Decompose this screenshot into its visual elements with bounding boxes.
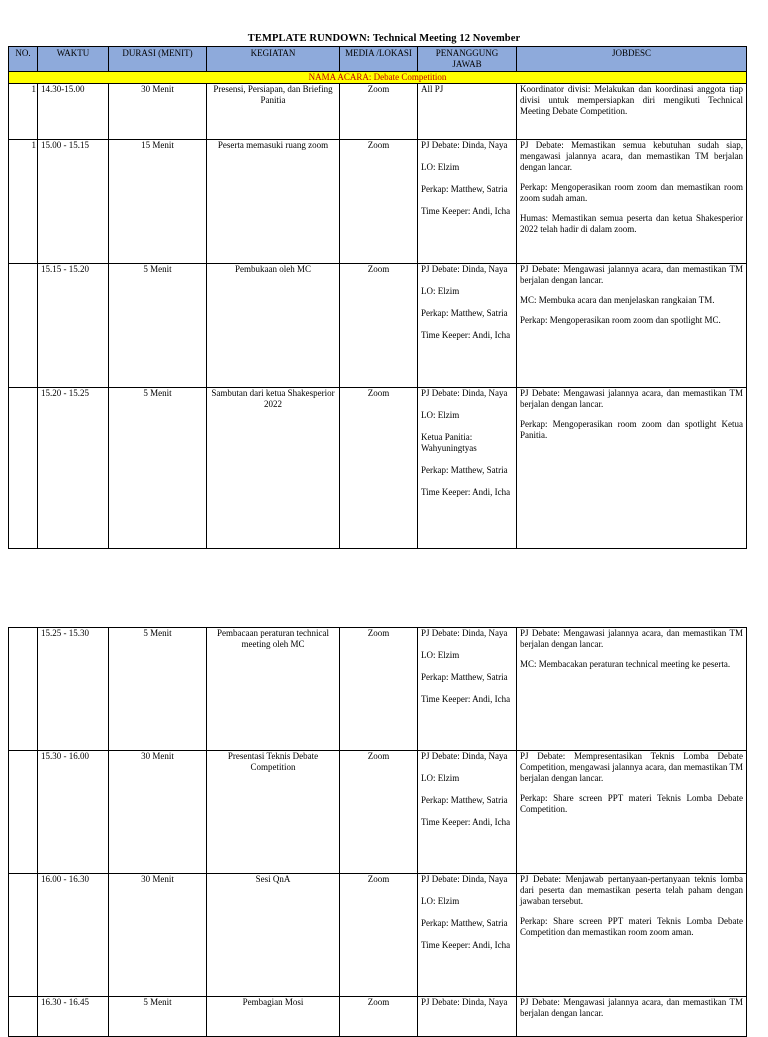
jobdesc-entry: Humas: Memastikan semua peserta dan ketua Shakesperior 2022 telah hadir di dalam zoom. xyxy=(520,213,743,234)
jobdesc-entry: PJ Debate: Mempresentasikan Teknis Lomba Debate Competition, mengawasi jalannya acara, dan memastikan TM berjalan dengan lancar. xyxy=(520,751,743,783)
pj-entry: LO: Elzim xyxy=(421,773,460,783)
cell-kegiatan: Pembukaan oleh MC xyxy=(207,264,340,388)
cell-no xyxy=(9,628,38,751)
jobdesc-entry: PJ Debate: Mengawasi jalannya acara, dan memastikan TM berjalan dengan lancar. xyxy=(520,388,743,409)
cell-jobdesc xyxy=(517,84,747,140)
jobdesc-entry: Perkap: Mengoperasikan room zoom dan memastikan room zoom sudah aman. xyxy=(520,182,743,203)
cell-kegiatan: Peserta memasuki ruang zoom xyxy=(207,140,340,264)
cell-durasi: 30 Menit xyxy=(109,751,207,874)
cell-waktu: 16.00 - 16.30 xyxy=(38,874,109,997)
pj-entry: Perkap: Matthew, Satria xyxy=(421,308,508,318)
cell-penanggung-jawab xyxy=(418,388,517,549)
rundown-table xyxy=(8,46,747,549)
pj-entry: LO: Elzim xyxy=(421,650,460,660)
cell-no xyxy=(9,751,38,874)
cell-penanggung-jawab xyxy=(418,751,517,874)
pj-entry: Perkap: Matthew, Satria xyxy=(421,918,508,928)
cell-no: 1 xyxy=(9,140,38,264)
pj-entry: PJ Debate: Dinda, Naya xyxy=(421,751,508,761)
pj-entry: Time Keeper: Andi, Icha xyxy=(421,487,511,497)
table-row xyxy=(9,997,747,1037)
cell-media: Zoom xyxy=(340,264,418,388)
table-row xyxy=(9,388,747,549)
cell-jobdesc xyxy=(517,140,747,264)
cell-durasi: 15 Menit xyxy=(109,140,207,264)
pj-entry: PJ Debate: Dinda, Naya xyxy=(421,997,508,1007)
pj-entry: Time Keeper: Andi, Icha xyxy=(421,940,511,950)
table-row xyxy=(9,751,747,874)
jobdesc-entry: PJ Debate: Menjawab pertanyaan-pertanyaan teknis lomba dari peserta dan memastikan peserta telah paham dengan jawaban tersebut. xyxy=(520,874,743,906)
cell-penanggung-jawab xyxy=(418,874,517,997)
cell-no xyxy=(9,997,38,1037)
jobdesc-entry: Perkap: Share screen PPT materi Teknis Lomba Debate Competition. xyxy=(520,793,743,814)
cell-waktu: 15.15 - 15.20 xyxy=(38,264,109,388)
cell-jobdesc xyxy=(517,997,747,1037)
cell-durasi: 5 Menit xyxy=(109,628,207,751)
cell-penanggung-jawab xyxy=(418,997,517,1037)
event-name: NAMA ACARA: Debate Competition xyxy=(9,72,747,84)
jobdesc-entry: PJ Debate: Memastikan semua kebutuhan sudah siap, mengawasi jalannya acara, dan memastikan TM berjalan dengan lancar. xyxy=(520,140,743,172)
jobdesc-entry: Perkap: Share screen PPT materi Teknis Lomba Debate Competition dan memastikan room zoom aman. xyxy=(520,916,743,937)
cell-penanggung-jawab xyxy=(418,84,517,140)
pj-entry: Time Keeper: Andi, Icha xyxy=(421,206,511,216)
pj-entry: Time Keeper: Andi, Icha xyxy=(421,817,511,827)
pj-entry: Time Keeper: Andi, Icha xyxy=(421,330,511,340)
jobdesc-entry: MC: Membacakan peraturan technical meeting ke peserta. xyxy=(520,659,731,669)
pj-entry: Time Keeper: Andi, Icha xyxy=(421,694,511,704)
cell-penanggung-jawab xyxy=(418,264,517,388)
pj-entry: PJ Debate: Dinda, Naya xyxy=(421,874,508,884)
pj-entry: Perkap: Matthew, Satria xyxy=(421,795,508,805)
cell-waktu: 15.30 - 16.00 xyxy=(38,751,109,874)
cell-penanggung-jawab xyxy=(418,140,517,264)
pj-entry: Perkap: Matthew, Satria xyxy=(421,672,508,682)
cell-waktu: 15.20 - 15.25 xyxy=(38,388,109,549)
table-row xyxy=(9,140,747,264)
jobdesc-entry: PJ Debate: Mengawasi jalannya acara, dan memastikan TM berjalan dengan lancar. xyxy=(520,264,743,285)
cell-kegiatan: Presensi, Persiapan, dan Briefing Panitia xyxy=(207,84,340,140)
jobdesc-entry: Perkap: Mengoperasikan room zoom dan spotlight MC. xyxy=(520,315,721,325)
cell-media: Zoom xyxy=(340,84,418,140)
cell-no xyxy=(9,264,38,388)
cell-durasi: 30 Menit xyxy=(109,874,207,997)
pj-entry: PJ Debate: Dinda, Naya xyxy=(421,140,508,150)
header-pj: PENANGGUNG JAWAB xyxy=(418,47,517,72)
cell-media: Zoom xyxy=(340,140,418,264)
pj-entry: Perkap: Matthew, Satria xyxy=(421,184,508,194)
cell-penanggung-jawab xyxy=(418,628,517,751)
header-no: NO. xyxy=(9,47,38,72)
cell-kegiatan: Pembacaan peraturan technical meeting oleh MC xyxy=(207,628,340,751)
cell-jobdesc xyxy=(517,264,747,388)
cell-durasi: 5 Menit xyxy=(109,997,207,1037)
pj-entry: All PJ xyxy=(421,84,444,94)
document-title: TEMPLATE RUNDOWN: Technical Meeting 12 November xyxy=(247,33,521,44)
cell-waktu: 15.00 - 15.15 xyxy=(38,140,109,264)
table-row xyxy=(9,264,747,388)
rundown-table-continued xyxy=(8,627,747,1037)
jobdesc-entry: Perkap: Mengoperasikan room zoom dan spotlight Ketua Panitia. xyxy=(520,419,743,440)
cell-durasi: 5 Menit xyxy=(109,388,207,549)
pj-entry: Ketua Panitia: Wahyuningtyas xyxy=(421,432,477,453)
event-name-row xyxy=(9,72,747,84)
cell-kegiatan: Pembagian Mosi xyxy=(207,997,340,1037)
cell-waktu: 14.30-15.00 xyxy=(38,84,109,140)
header-waktu: WAKTU xyxy=(38,47,109,72)
pj-entry: LO: Elzim xyxy=(421,896,460,906)
pj-entry: PJ Debate: Dinda, Naya xyxy=(421,628,508,638)
jobdesc-entry: PJ Debate: Mengawasi jalannya acara, dan memastikan TM berjalan dengan lancar. xyxy=(520,997,743,1018)
table-row xyxy=(9,874,747,997)
cell-jobdesc xyxy=(517,628,747,751)
pj-entry: PJ Debate: Dinda, Naya xyxy=(421,388,508,398)
table-header-row xyxy=(9,47,747,72)
header-media: MEDIA /LOKASI xyxy=(340,47,418,72)
cell-media: Zoom xyxy=(340,874,418,997)
cell-no xyxy=(9,874,38,997)
pj-entry: LO: Elzim xyxy=(421,162,460,172)
table-row xyxy=(9,628,747,751)
cell-kegiatan: Presentasi Teknis Debate Competition xyxy=(207,751,340,874)
cell-kegiatan: Sesi QnA xyxy=(207,874,340,997)
jobdesc-entry: Koordinator divisi: Melakukan dan koordinasi anggota tiap divisi untuk mempersiapkan diri mengikuti Technical Meeting Debate Competition. xyxy=(520,84,743,116)
header-jobdesc: JOBDESC xyxy=(517,47,747,72)
cell-jobdesc xyxy=(517,874,747,997)
cell-no: 1 xyxy=(9,84,38,140)
table-row xyxy=(9,84,747,140)
cell-media: Zoom xyxy=(340,751,418,874)
header-durasi: DURASI (MENIT) xyxy=(109,47,207,72)
cell-waktu: 15.25 - 15.30 xyxy=(38,628,109,751)
cell-kegiatan: Sambutan dari ketua Shakesperior 2022 xyxy=(207,388,340,549)
cell-durasi: 5 Menit xyxy=(109,264,207,388)
cell-jobdesc xyxy=(517,751,747,874)
cell-no xyxy=(9,388,38,549)
cell-media: Zoom xyxy=(340,628,418,751)
cell-durasi: 30 Menit xyxy=(109,84,207,140)
jobdesc-entry: MC: Membuka acara dan menjelaskan rangkaian TM. xyxy=(520,295,715,305)
header-kegiatan: KEGIATAN xyxy=(207,47,340,72)
pj-entry: PJ Debate: Dinda, Naya xyxy=(421,264,508,274)
pj-entry: LO: Elzim xyxy=(421,410,460,420)
jobdesc-entry: PJ Debate: Mengawasi jalannya acara, dan memastikan TM berjalan dengan lancar. xyxy=(520,628,743,649)
cell-media: Zoom xyxy=(340,997,418,1037)
pj-entry: LO: Elzim xyxy=(421,286,460,296)
cell-waktu: 16.30 - 16.45 xyxy=(38,997,109,1037)
cell-media: Zoom xyxy=(340,388,418,549)
cell-jobdesc xyxy=(517,388,747,549)
pj-entry: Perkap: Matthew, Satria xyxy=(421,465,508,475)
